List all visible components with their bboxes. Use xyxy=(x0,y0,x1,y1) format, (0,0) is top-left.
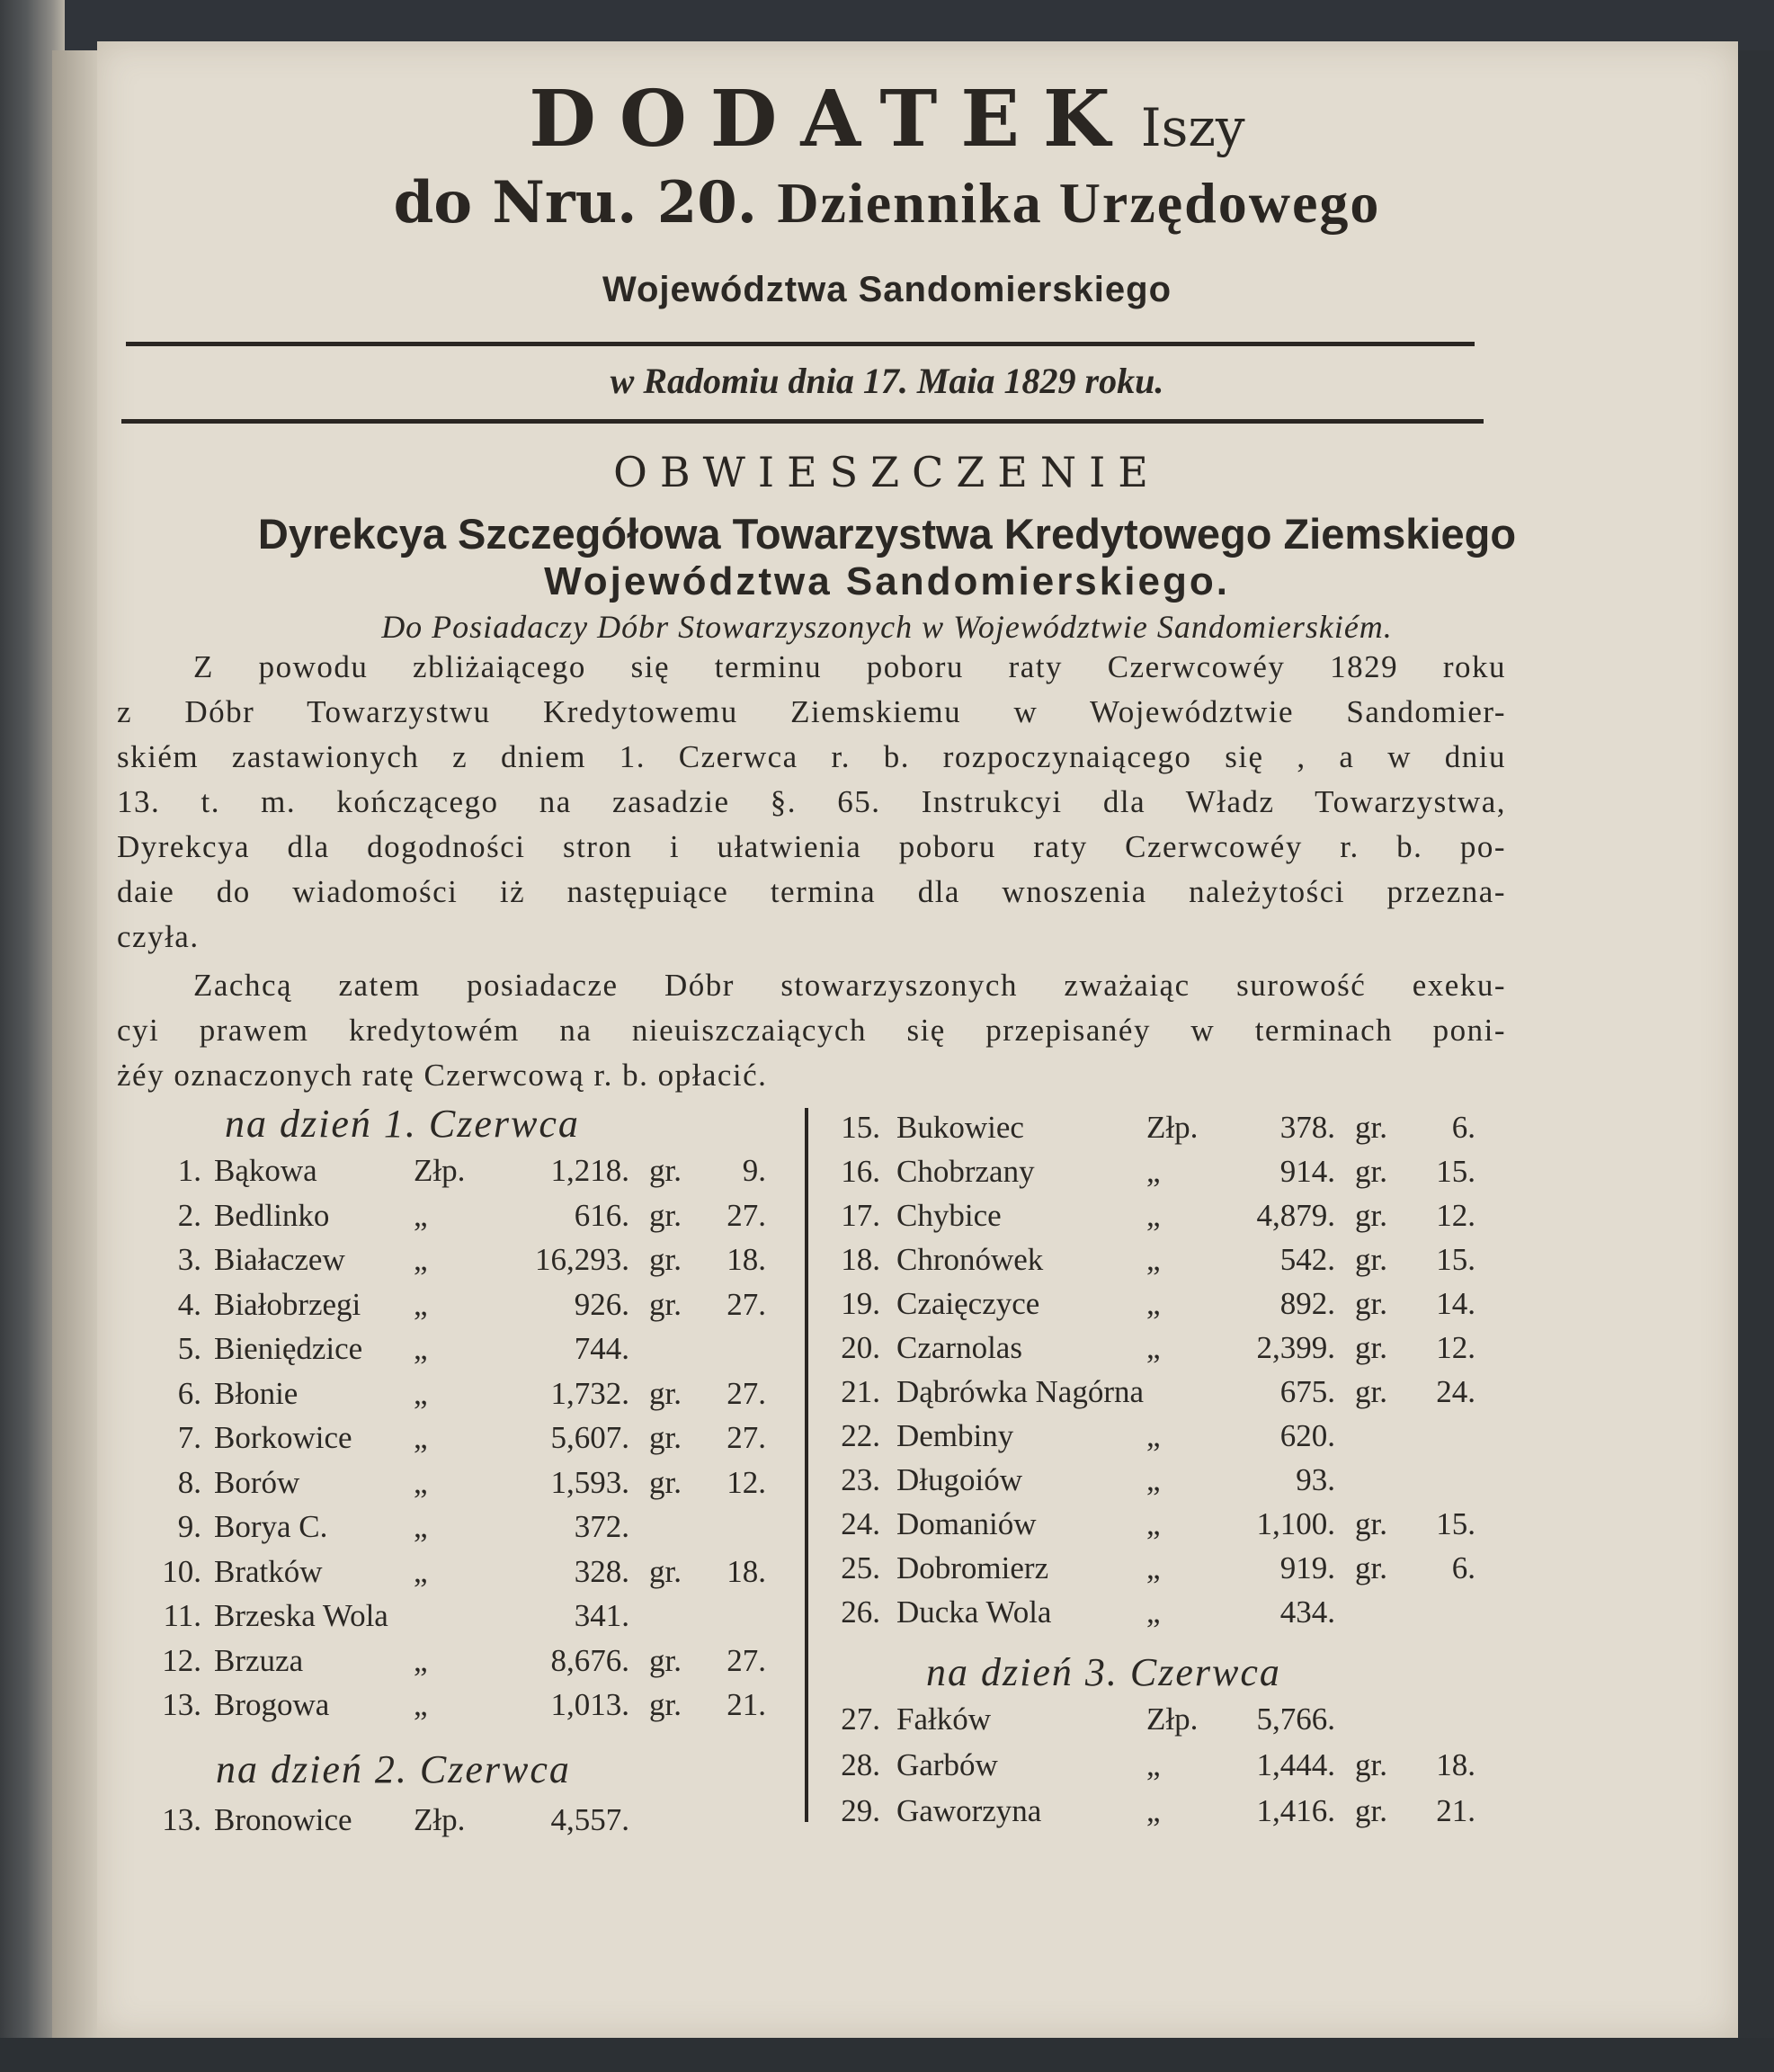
amount-grosze: 27. xyxy=(727,1286,766,1322)
grosze-label: gr. xyxy=(1355,1330,1387,1365)
amount-zloty: 5,607. xyxy=(550,1420,629,1455)
schedule-entry xyxy=(823,1330,1506,1371)
currency-mark: „ xyxy=(414,1420,428,1455)
grosze-label: gr. xyxy=(1355,1550,1387,1585)
amount-zloty: 4,557. xyxy=(550,1802,629,1837)
entry-number: 23. xyxy=(841,1462,880,1497)
entry-number: 19. xyxy=(841,1286,880,1321)
currency-mark: „ xyxy=(1146,1462,1161,1497)
amount-grosze: 15. xyxy=(1436,1242,1475,1277)
amount-zloty: 93. xyxy=(1296,1462,1335,1497)
estate-name: Gaworzyna xyxy=(896,1793,1042,1828)
grosze-label: gr. xyxy=(649,1286,682,1322)
estate-name: Ducka Wola xyxy=(896,1594,1052,1630)
amount-zloty: 341. xyxy=(574,1598,629,1633)
paragraph1-line: Z powodu zbliżaiącego się terminu poboru raty Czerwcowéy 1829 roku xyxy=(193,649,1506,684)
authority-line-2: Województwa Sandomierskiego. xyxy=(544,559,1230,603)
paragraph1-line: z Dóbr Towarzystwu Kredytowemu Ziemskiemu w Województwie Sandomier- xyxy=(117,694,1506,729)
estate-name: Chronówek xyxy=(896,1242,1044,1277)
paragraph1-line: Dyrekcya dla dogodności stron i ułatwienia poboru raty Czerwcowéy r. b. po- xyxy=(117,829,1506,864)
amount-zloty: 914. xyxy=(1279,1154,1335,1189)
top-rule xyxy=(126,342,1475,346)
amount-zloty: 620. xyxy=(1279,1418,1335,1453)
currency-mark: „ xyxy=(1146,1154,1161,1189)
schedule-entry xyxy=(144,1198,827,1239)
estate-name: Błonie xyxy=(214,1375,299,1411)
amount-zloty: 16,293. xyxy=(535,1242,629,1277)
currency-mark: „ xyxy=(414,1242,428,1277)
day-heading-june-1: na dzień 1. Czerwca xyxy=(225,1102,580,1146)
schedule-entry xyxy=(823,1506,1506,1548)
currency-mark: „ xyxy=(1146,1594,1161,1630)
entry-number: 2. xyxy=(177,1197,201,1233)
amount-grosze: 27. xyxy=(727,1420,766,1455)
amount-grosze: 18. xyxy=(727,1242,766,1277)
paragraph2-line: żéy oznaczonych ratę Czerwcową r. b. opłacić. xyxy=(117,1058,768,1093)
estate-name: Białaczew xyxy=(214,1242,345,1277)
currency-mark: „ xyxy=(1146,1747,1161,1782)
entry-number: 4. xyxy=(177,1286,201,1322)
paragraph1-line: czyła. xyxy=(117,919,200,954)
voivodeship-name: Województwa Sandomierskiego xyxy=(602,270,1172,309)
amount-grosze: 9. xyxy=(742,1153,766,1188)
grosze-label: gr. xyxy=(1355,1506,1387,1541)
masthead-main: DODATEK xyxy=(529,74,1134,165)
amount-zloty: 2,399. xyxy=(1256,1330,1335,1365)
entry-number: 8. xyxy=(177,1464,201,1500)
amount-grosze: 14. xyxy=(1436,1286,1475,1321)
currency-mark: Złp. xyxy=(1146,1701,1199,1737)
day-heading-june-2: na dzień 2. Czerwca xyxy=(216,1747,571,1791)
salutation: Do Posiadaczy Dóbr Stowarzyszonych w Województwie Sandomierskiém. xyxy=(381,609,1393,645)
entry-number: 29. xyxy=(841,1793,880,1828)
currency-mark: Złp. xyxy=(1146,1110,1199,1145)
amount-zloty: 675. xyxy=(1279,1374,1335,1409)
notice-heading: OBWIESZCZENIE xyxy=(613,448,1161,496)
schedule-entry xyxy=(144,1687,827,1728)
grosze-label: gr. xyxy=(649,1420,682,1455)
estate-name: Długoiów xyxy=(896,1462,1022,1497)
amount-zloty: 919. xyxy=(1279,1550,1335,1585)
currency-mark: „ xyxy=(414,1331,428,1366)
amount-grosze: 6. xyxy=(1451,1110,1475,1145)
scanner-background-bottom xyxy=(0,2038,1774,2072)
grosze-label: gr. xyxy=(1355,1154,1387,1189)
estate-name: Bukowiec xyxy=(896,1110,1024,1145)
amount-grosze: 12. xyxy=(1436,1330,1475,1365)
schedule-entry xyxy=(144,1331,827,1372)
amount-zloty: 1,013. xyxy=(550,1687,629,1722)
schedule-entry xyxy=(823,1110,1506,1151)
currency-mark: „ xyxy=(1146,1198,1161,1233)
entry-number: 1. xyxy=(177,1153,201,1188)
entry-number: 16. xyxy=(841,1154,880,1189)
currency-mark: „ xyxy=(414,1197,428,1233)
entry-number: 7. xyxy=(177,1420,201,1455)
schedule-entry xyxy=(823,1242,1506,1283)
masthead-suffix: Iszy xyxy=(1140,97,1245,158)
amount-zloty: 1,444. xyxy=(1256,1747,1335,1782)
dateline: w Radomiu dnia 17. Maia 1829 roku. xyxy=(610,361,1164,401)
estate-name: Bieniędzice xyxy=(214,1331,363,1366)
estate-name: Borya C. xyxy=(214,1509,328,1544)
entry-number: 15. xyxy=(841,1110,880,1145)
schedule-entry xyxy=(823,1747,1506,1789)
entry-number: 25. xyxy=(841,1550,880,1585)
entry-number: 17. xyxy=(841,1198,880,1233)
amount-zloty: 378. xyxy=(1279,1110,1335,1145)
entry-number: 12. xyxy=(162,1642,201,1678)
amount-grosze: 21. xyxy=(727,1687,766,1722)
entry-number: 10. xyxy=(162,1553,201,1589)
estate-name: Brogowa xyxy=(214,1687,330,1722)
grosze-label: gr. xyxy=(649,1687,682,1722)
amount-zloty: 542. xyxy=(1279,1242,1335,1277)
estate-name: Chobrzany xyxy=(896,1154,1035,1189)
currency-mark: „ xyxy=(1146,1793,1161,1828)
schedule-entry xyxy=(823,1198,1506,1239)
grosze-label: gr. xyxy=(649,1153,682,1188)
amount-grosze: 27. xyxy=(727,1642,766,1678)
grosze-label: gr. xyxy=(649,1642,682,1678)
schedule-entry xyxy=(144,1554,827,1595)
amount-grosze: 24. xyxy=(1436,1374,1475,1409)
grosze-label: gr. xyxy=(649,1375,682,1411)
schedule-entry xyxy=(144,1465,827,1506)
grosze-label: gr. xyxy=(1355,1286,1387,1321)
entry-number: 20. xyxy=(841,1330,880,1365)
day-heading-june-3: na dzień 3. Czerwca xyxy=(926,1650,1281,1694)
amount-zloty: 892. xyxy=(1279,1286,1335,1321)
estate-name: Garbów xyxy=(896,1747,998,1782)
amount-grosze: 27. xyxy=(727,1375,766,1411)
schedule-entry xyxy=(144,1242,827,1283)
schedule-entry xyxy=(823,1418,1506,1460)
grosze-label: gr. xyxy=(649,1197,682,1233)
currency-mark: „ xyxy=(414,1509,428,1544)
schedule-entry xyxy=(144,1376,827,1417)
schedule-entry xyxy=(144,1153,827,1194)
estate-name: Bąkowa xyxy=(214,1153,317,1188)
schedule-entry xyxy=(823,1550,1506,1592)
bottom-rule xyxy=(121,419,1484,424)
currency-mark: „ xyxy=(414,1464,428,1500)
estate-name: Czaięczyce xyxy=(896,1286,1040,1321)
grosze-label: gr. xyxy=(1355,1198,1387,1233)
currency-mark: „ xyxy=(1146,1418,1161,1453)
amount-grosze: 27. xyxy=(727,1197,766,1233)
estate-name: Borkowice xyxy=(214,1420,352,1455)
entry-number: 13. xyxy=(162,1687,201,1722)
amount-zloty: 744. xyxy=(574,1331,629,1366)
entry-number: 24. xyxy=(841,1506,880,1541)
entry-number: 26. xyxy=(841,1594,880,1630)
amount-zloty: 1,593. xyxy=(550,1464,629,1500)
amount-grosze: 12. xyxy=(727,1464,766,1500)
entry-number: 3. xyxy=(177,1242,201,1277)
grosze-label: gr. xyxy=(649,1464,682,1500)
schedule-entry xyxy=(823,1462,1506,1504)
grosze-label: gr. xyxy=(1355,1374,1387,1409)
schedule-entry xyxy=(823,1701,1506,1743)
grosze-label: gr. xyxy=(1355,1110,1387,1145)
schedule-entry xyxy=(144,1420,827,1461)
amount-zloty: 616. xyxy=(574,1197,629,1233)
entry-number: 6. xyxy=(177,1375,201,1411)
amount-grosze: 18. xyxy=(727,1553,766,1589)
estate-name: Dobromierz xyxy=(896,1550,1049,1585)
grosze-label: gr. xyxy=(1355,1793,1387,1828)
masthead-subtitle xyxy=(0,169,1774,237)
currency-mark: „ xyxy=(1146,1286,1161,1321)
amount-grosze: 21. xyxy=(1436,1793,1475,1828)
currency-mark: Złp. xyxy=(414,1153,466,1188)
amount-zloty: 328. xyxy=(574,1553,629,1589)
masthead-title xyxy=(0,74,1774,165)
entry-number: 5. xyxy=(177,1331,201,1366)
grosze-label: gr. xyxy=(1355,1242,1387,1277)
schedule-entry xyxy=(144,1287,827,1328)
estate-name: Domaniów xyxy=(896,1506,1037,1541)
estate-name: Fałków xyxy=(896,1701,991,1737)
estate-name: Dąbrówka Nagórna xyxy=(896,1374,1145,1409)
estate-name: Czarnolas xyxy=(896,1330,1022,1365)
paragraph1-line: daie do wiadomości iż następuiące termina dla wnoszenia należytości przezna- xyxy=(117,874,1506,909)
entry-number: 18. xyxy=(841,1242,880,1277)
currency-mark: „ xyxy=(1146,1242,1161,1277)
schedule-entry xyxy=(823,1793,1506,1835)
schedule-entry xyxy=(144,1802,827,1844)
estate-name: Bronowice xyxy=(214,1802,352,1837)
amount-grosze: 15. xyxy=(1436,1154,1475,1189)
currency-mark: „ xyxy=(1146,1506,1161,1541)
currency-mark: „ xyxy=(414,1375,428,1411)
grosze-label: gr. xyxy=(649,1553,682,1589)
paragraph2-line: Zachcą zatem posiadacze Dóbr stowarzyszonych zważaiąc surowość exeku- xyxy=(193,968,1506,1003)
entry-number: 27. xyxy=(841,1701,880,1737)
entry-number: 9. xyxy=(177,1509,201,1544)
estate-name: Borów xyxy=(214,1464,300,1500)
journal-name: Dziennika Urzędowego xyxy=(777,171,1381,235)
paragraph2-line: cyi prawem kredytowém na nieuiszczaiących się przepisanéy w terminach poni- xyxy=(117,1013,1506,1048)
entry-number: 21. xyxy=(841,1374,880,1409)
estate-name: Brzeska Wola xyxy=(214,1598,388,1633)
amount-zloty: 8,676. xyxy=(550,1642,629,1678)
estate-name: Bedlinko xyxy=(214,1197,330,1233)
amount-grosze: 12. xyxy=(1436,1198,1475,1233)
schedule-entry xyxy=(144,1598,827,1639)
amount-zloty: 1,218. xyxy=(550,1153,629,1188)
entry-number: 13. xyxy=(162,1802,201,1837)
amount-zloty: 434. xyxy=(1279,1594,1335,1630)
amount-grosze: 6. xyxy=(1451,1550,1475,1585)
amount-zloty: 1,732. xyxy=(550,1375,629,1411)
entry-number: 28. xyxy=(841,1747,880,1782)
schedule-entry xyxy=(823,1154,1506,1195)
amount-zloty: 926. xyxy=(574,1286,629,1322)
amount-grosze: 15. xyxy=(1436,1506,1475,1541)
estate-name: Bratków xyxy=(214,1553,323,1589)
currency-mark: „ xyxy=(414,1286,428,1322)
amount-zloty: 1,416. xyxy=(1256,1793,1335,1828)
currency-mark: „ xyxy=(414,1642,428,1678)
estate-name: Dembiny xyxy=(896,1418,1014,1453)
authority-line-1: Dyrekcya Szczegółowa Towarzystwa Kredytowego Ziemskiego xyxy=(257,510,1517,558)
schedule-entry xyxy=(144,1509,827,1550)
issue-number: do Nru. 20. xyxy=(393,169,758,237)
schedule-entry xyxy=(144,1643,827,1684)
schedule-entry xyxy=(823,1374,1506,1416)
paragraph1-line: 13. t. m. kończącego na zasadzie §. 65. Instrukcyi dla Władz Towarzystwa, xyxy=(117,784,1506,819)
entry-number: 22. xyxy=(841,1418,880,1453)
amount-zloty: 372. xyxy=(574,1509,629,1544)
amount-zloty: 5,766. xyxy=(1256,1701,1335,1737)
currency-mark: Złp. xyxy=(414,1802,466,1837)
estate-name: Chybice xyxy=(896,1198,1002,1233)
grosze-label: gr. xyxy=(649,1242,682,1277)
schedule-entry xyxy=(823,1286,1506,1327)
currency-mark: „ xyxy=(414,1687,428,1722)
amount-zloty: 4,879. xyxy=(1256,1198,1335,1233)
grosze-label: gr. xyxy=(1355,1747,1387,1782)
schedule-entry xyxy=(823,1594,1506,1636)
entry-number: 11. xyxy=(163,1598,201,1633)
currency-mark: „ xyxy=(414,1553,428,1589)
estate-name: Białobrzegi xyxy=(214,1286,361,1322)
amount-zloty: 1,100. xyxy=(1256,1506,1335,1541)
currency-mark: „ xyxy=(1146,1550,1161,1585)
currency-mark: „ xyxy=(1146,1330,1161,1365)
amount-grosze: 18. xyxy=(1436,1747,1475,1782)
paragraph1-line: skiém zastawionych z dniem 1. Czerwca r. b. rozpoczynaiącego się , a w dniu xyxy=(117,739,1506,774)
estate-name: Brzuza xyxy=(214,1642,304,1678)
